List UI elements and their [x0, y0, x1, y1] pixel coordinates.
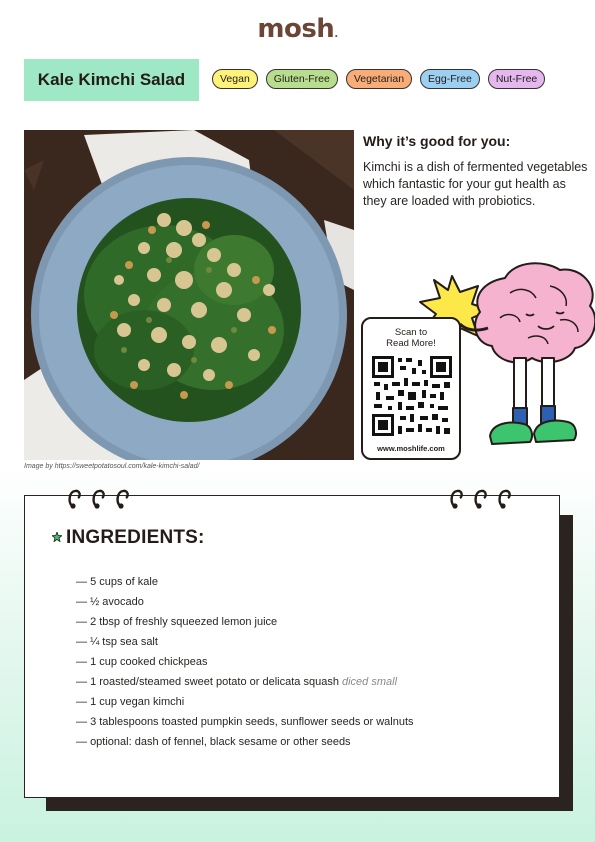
ingredient-item: — ½ avocado: [76, 596, 144, 608]
recipe-title-box: [24, 59, 199, 101]
benefits-text: Kimchi is a dish of fermented vegetables which fantastic for your gut health as they are loaded with probiotics.: [363, 160, 588, 208]
qr-label: Scan to Read More!: [386, 327, 436, 349]
ingredient-item: — 2 tbsp of freshly squeezed lemon juice: [76, 616, 278, 628]
binder-rings-left-icon: [66, 488, 136, 510]
recipe-title: Kale Kimchi Salad: [37, 70, 186, 89]
ingredient-item: — 1 cup cooked chickpeas: [76, 656, 208, 668]
sparkle-icon: [52, 532, 62, 542]
ingredient-item: — 3 tablespoons toasted pumpkin seeds, sunflower seeds or walnuts: [76, 716, 414, 728]
ingredient-item: — 1 cup vegan kimchi: [76, 696, 185, 708]
diet-tags: [212, 69, 545, 89]
tag-vegan: Vegan: [212, 69, 258, 89]
tag-gluten-free: Gluten-Free: [266, 69, 338, 89]
ingredients-title: INGREDIENTS:: [66, 527, 205, 548]
binder-rings-right-icon: [448, 488, 518, 510]
website-url[interactable]: www.moshlife.com: [377, 444, 445, 453]
benefits-title: Why it’s good for you:: [363, 133, 511, 149]
ingredient-item: — 1 roasted/steamed sweet potato or delicata squash diced small: [76, 676, 398, 688]
ingredient-item: — ¼ tsp sea salt: [76, 636, 158, 648]
qr-code-icon[interactable]: [372, 356, 452, 436]
tag-vegetarian: Vegetarian: [346, 69, 412, 89]
salad-photo: [24, 130, 354, 460]
photo-credit: Image by https://sweetpotatosoul.com/kale-kimchi-salad/: [24, 463, 200, 470]
tag-egg-free: Egg-Free: [420, 69, 480, 89]
ingredient-item: — optional: dash of fennel, black sesame or other seeds: [76, 736, 351, 748]
ingredient-note: diced small: [342, 676, 398, 688]
brand-logo: mosh.: [257, 14, 338, 44]
tag-nut-free: Nut-Free: [488, 69, 545, 89]
qr-card[interactable]: [361, 317, 461, 460]
ingredient-item: — 5 cups of kale: [76, 576, 158, 588]
ingredients-list: [76, 574, 414, 754]
